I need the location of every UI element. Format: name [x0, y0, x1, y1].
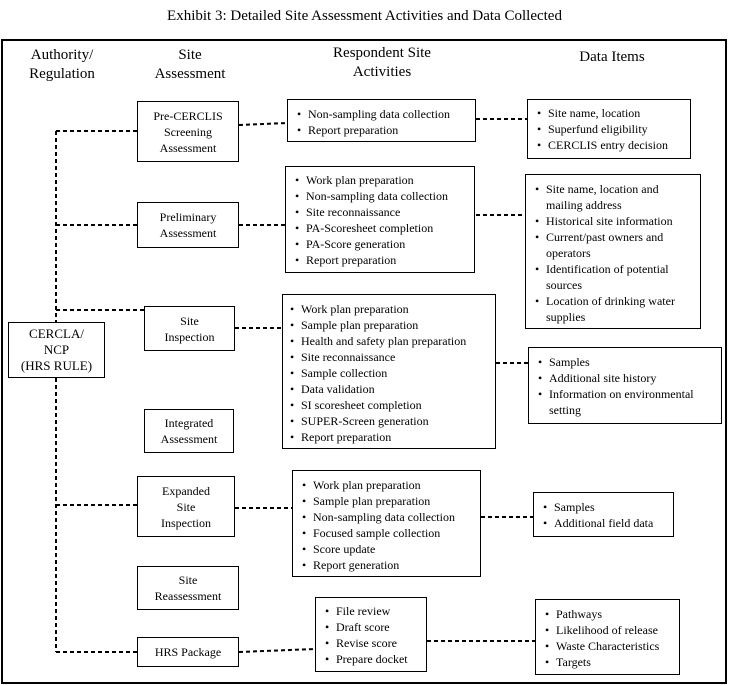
stage-label-line: Inspection — [161, 515, 211, 530]
header-data-items — [552, 48, 672, 67]
list-item: • Draft score — [322, 619, 420, 635]
stage-label-line: Assessment — [159, 140, 217, 155]
stage-label-line: Pre-CERCLIS — [153, 108, 223, 123]
list-item: • Non-sampling data collection — [299, 509, 474, 525]
list-item: • Report preparation — [287, 429, 491, 445]
list-item: • Likelihood of release — [542, 622, 673, 638]
list-item: • Pathways — [542, 606, 673, 622]
header-respondent-line: Respondent Site — [333, 45, 431, 61]
list-item: • Report generation — [299, 557, 474, 573]
list-item: • Site reconnaissance — [287, 349, 491, 365]
list-item: • Work plan preparation — [292, 172, 468, 188]
list-item: • Additional site history — [535, 370, 715, 386]
list-item: • PA-Scoresheet completion — [292, 220, 468, 236]
stage-label-line: HRS Package — [154, 645, 222, 659]
list-item: • Site name, location and mailing address — [532, 181, 694, 213]
list-item: • Samples — [540, 499, 667, 515]
authority-line: CERCLA/ — [29, 326, 84, 341]
list-item: • Sample collection — [287, 365, 491, 381]
stage-label-line: Inspection — [164, 329, 215, 344]
list-item: • Non-sampling data collection — [294, 106, 469, 122]
list-item: • Superfund eligibility — [534, 121, 684, 137]
list-item: • Targets — [542, 654, 673, 670]
data-items-box-hrs — [535, 599, 680, 675]
list-item: • Prepare docket — [322, 651, 420, 667]
activities-box-site-inspection — [282, 294, 496, 449]
list-item: • Samples — [535, 354, 715, 370]
list-item: • Data validation — [287, 381, 491, 397]
list-item: • CERCLIS entry decision — [534, 137, 684, 153]
list-item: • PA-Score generation — [292, 236, 468, 252]
stage-box-preliminary — [137, 202, 239, 248]
header-data-items-line: Data Items — [579, 49, 645, 65]
header-authority — [14, 46, 110, 84]
list-item: • Identification of potential sources — [532, 261, 694, 293]
list-item: • Site reconnaissance — [292, 204, 468, 220]
list-item: • Report preparation — [292, 252, 468, 268]
stage-box-reassessment — [137, 566, 239, 610]
list-item: • Health and safety plan preparation — [287, 333, 491, 349]
header-site-assessment-line: Site — [178, 47, 202, 63]
list-item: • Non-sampling data collection — [292, 188, 468, 204]
list-item: • Focused sample collection — [299, 525, 474, 541]
list-item: • Sample plan preparation — [299, 493, 474, 509]
list-item: • Score update — [299, 541, 474, 557]
activities-box-pre-cerclis — [287, 99, 476, 142]
stage-box-integrated — [144, 409, 234, 453]
list-item: • Sample plan preparation — [287, 317, 491, 333]
pre-cerclis-to-activities — [239, 123, 287, 125]
stage-label-line: Site — [178, 573, 198, 587]
list-item: • Location of drinking water supplies — [532, 293, 694, 325]
data-items-box-preliminary — [525, 174, 701, 329]
stage-label-line: Assessment — [159, 226, 217, 240]
header-respondent — [300, 44, 464, 82]
stage-box-hrs-package — [137, 637, 239, 667]
activities-box-expanded — [292, 470, 481, 577]
list-item: • Additional field data — [540, 515, 667, 531]
activities-box-hrs — [315, 597, 427, 672]
list-item: • File review — [322, 603, 420, 619]
list-item: • Report preparation — [294, 122, 469, 138]
stage-box-expanded — [137, 476, 235, 537]
activities-box-preliminary — [285, 166, 475, 273]
list-item: • SI scoresheet completion — [287, 397, 491, 413]
stage-box-pre-cerclis — [137, 101, 239, 162]
exhibit-title: Exhibit 3: Detailed Site Assessment Activities and Data Collected — [167, 8, 562, 24]
list-item: • Work plan preparation — [299, 477, 474, 493]
list-item: • Historical site information — [532, 213, 694, 229]
list-item: • Waste Characteristics — [542, 638, 673, 654]
list-item: • Work plan preparation — [287, 301, 491, 317]
stage-label-line: Expanded — [162, 483, 210, 498]
stage-label-line: Site — [180, 313, 199, 328]
stage-label-line: Assessment — [160, 432, 218, 446]
stage-label-line: Screening — [164, 124, 212, 139]
data-items-box-site-inspection — [528, 347, 722, 424]
list-item: • Information on environmental setting — [535, 386, 715, 418]
stage-label-line: Reassessment — [154, 589, 222, 603]
list-item: • Revise score — [322, 635, 420, 651]
data-items-box-pre-cerclis — [527, 99, 691, 159]
data-items-box-expanded — [533, 492, 674, 537]
authority-line: NCP — [43, 342, 70, 357]
list-item: • Site name, location — [534, 105, 684, 121]
list-item: • SUPER-Screen generation — [287, 413, 491, 429]
header-respondent-line: Activities — [352, 64, 412, 80]
header-authority-line: Authority/ — [30, 47, 94, 63]
header-site-assessment-line: Assessment — [154, 66, 226, 82]
authority-line: (HRS RULE) — [20, 358, 93, 373]
stage-label-line: Integrated — [164, 416, 214, 430]
stage-label-line: Preliminary — [159, 210, 217, 224]
header-site-assessment — [140, 46, 240, 84]
stage-label-line: Site — [176, 499, 196, 514]
header-authority-line: Regulation — [29, 66, 95, 82]
list-item: • Current/past owners and operators — [532, 229, 694, 261]
hrs-to-activities — [239, 649, 315, 652]
authority-box — [8, 322, 105, 378]
stage-box-site-inspection — [144, 306, 235, 351]
